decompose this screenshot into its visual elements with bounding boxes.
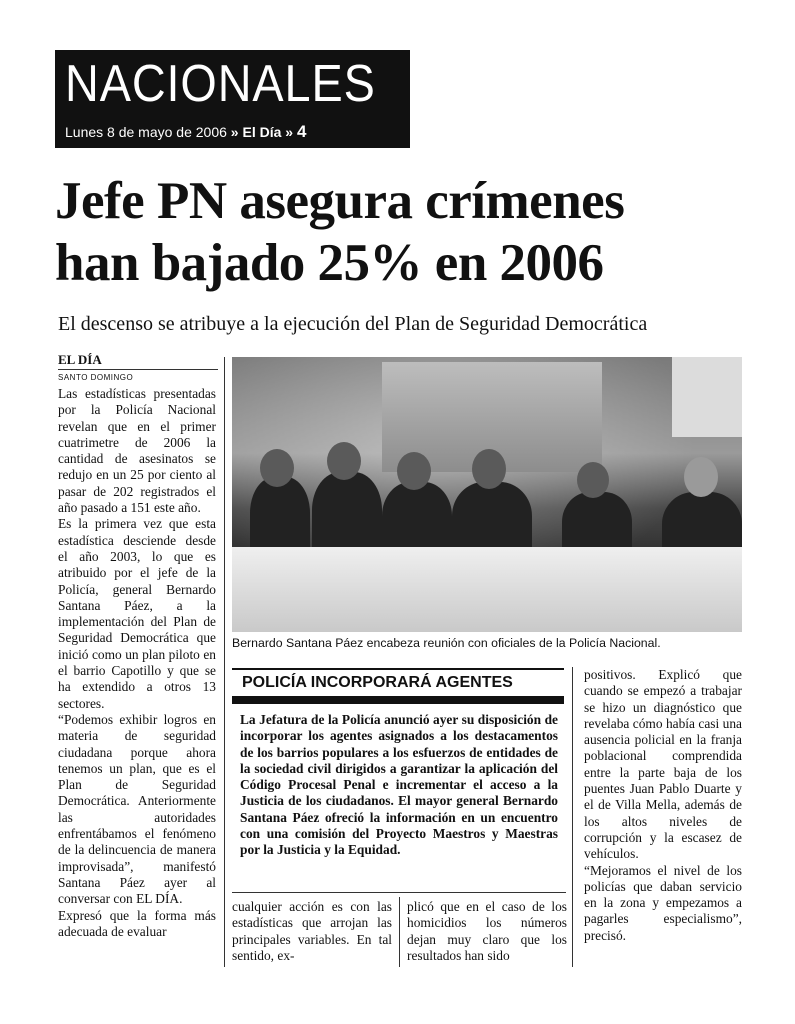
paragraph: Es la primera vez que esta estadística desciende desde el año 2003, lo que es atribuido por el jefe de la Policía, general Bernardo Santana Páez, a la implementación del Plan de Seguridad Democrática que inició como un plan piloto en el barrio Capotillo y que se ha extendido a otros 13 sectores. xyxy=(58,516,216,711)
subheadline: El descenso se atribuye a la ejecución del Plan de Seguridad Democrática xyxy=(58,313,648,335)
photo-person-head xyxy=(472,449,506,489)
paragraph: Las estadísticas presentadas por la Policía Nacional revelan que en el primer cuatrimetre de 2006 la cantidad de asesinatos se redujo en un 25 por ciento al pasar de 202 registrados el año pasado a 151 este año. xyxy=(58,386,216,516)
section-name: NACIONALES xyxy=(65,55,376,113)
photo-person-head xyxy=(327,442,361,480)
photo-person-head xyxy=(260,449,294,487)
column-rule xyxy=(399,897,400,967)
article-column-3 xyxy=(407,899,567,964)
paragraph: positivos. Explicó que cuando se empezó a trabajar se hizo un diagnóstico que revelaba cómo había casi una ausencia policial en la franja poblacional comprendida entre la parte baja de los puentes Juan Pablo Duarte y el de Villa Mella, además de los altos niveles de corrupción y la escasez de vehículos. xyxy=(584,667,742,862)
arrow-separator: » xyxy=(285,124,294,140)
box-bottom-rule xyxy=(232,892,566,893)
dateline: SANTO DOMINGO xyxy=(58,373,134,382)
headline-line: han bajado 25% en 2006 xyxy=(55,234,604,292)
paragraph: “Podemos exhibir logros en materia de seguridad ciudadana porque ahora tenemos un plan, que es el Plan de Seguridad Democrática. Anteriormente las autoridades enfrentábamos el fenómeno de la delincuencia de manera improvisada”, manifestó Santana Páez ayer al conversar con EL DÍA. xyxy=(58,711,216,907)
headline xyxy=(55,170,755,294)
paragraph: “Mejoramos el nivel de los policías que daban servicio en la zona y empezamos a pagarles especialismo”, precisó. xyxy=(584,862,742,943)
byline: EL DÍA xyxy=(58,352,102,367)
byline-rule xyxy=(58,369,218,370)
headline-line: Jefe PN asegura crímenes xyxy=(55,172,625,230)
photo-caption: Bernardo Santana Páez encabeza reunión con oficiales de la Policía Nacional. xyxy=(232,636,661,650)
photo-table xyxy=(232,547,742,632)
section-header xyxy=(55,50,410,148)
photo-person-head xyxy=(397,452,431,490)
newspaper-name: El Día xyxy=(242,124,282,140)
issue-date: Lunes 8 de mayo de 2006 xyxy=(65,124,227,140)
article-column-4 xyxy=(584,667,742,944)
paragraph: Expresó que la forma más adecuada de evaluar xyxy=(58,907,216,939)
article-column-1 xyxy=(58,386,216,940)
article-column-2 xyxy=(232,899,392,964)
paragraph: plicó que en el caso de los homicidios los números dejan muy claro que los resultados han sido xyxy=(407,899,567,963)
page-number: 4 xyxy=(296,122,307,141)
photo-person-head xyxy=(684,457,718,497)
sidebar-box-text: La Jefatura de la Policía anunció ayer su disposición de incorporar los agentes asignados a los destacamentos de los barrios populares a los esfuerzos de entidades de la sociedad civil dirigidos a garantizar la aplicación del Código Procesal Penal e incrementar el acceso a la Justicia de los ciudadanos. El mayor general Bernardo Santana Páez ofreció la información en un encuentro con una comisión del Proyecto Maestros y Maestras por la Justicia y la Equidad. xyxy=(240,712,558,858)
arrow-separator: » xyxy=(230,124,239,140)
paragraph: cualquier acción es con las estadísticas que arrojan las principales variables. En tal sentido, ex- xyxy=(232,899,392,963)
column-rule xyxy=(224,357,225,967)
sidebar-box-title: POLICÍA INCORPORARÁ AGENTES xyxy=(232,668,564,704)
meeting-photo xyxy=(232,357,742,632)
issue-line xyxy=(65,122,306,142)
photo-person-head xyxy=(577,462,609,498)
column-rule xyxy=(572,667,573,967)
photo-screen xyxy=(672,357,742,437)
